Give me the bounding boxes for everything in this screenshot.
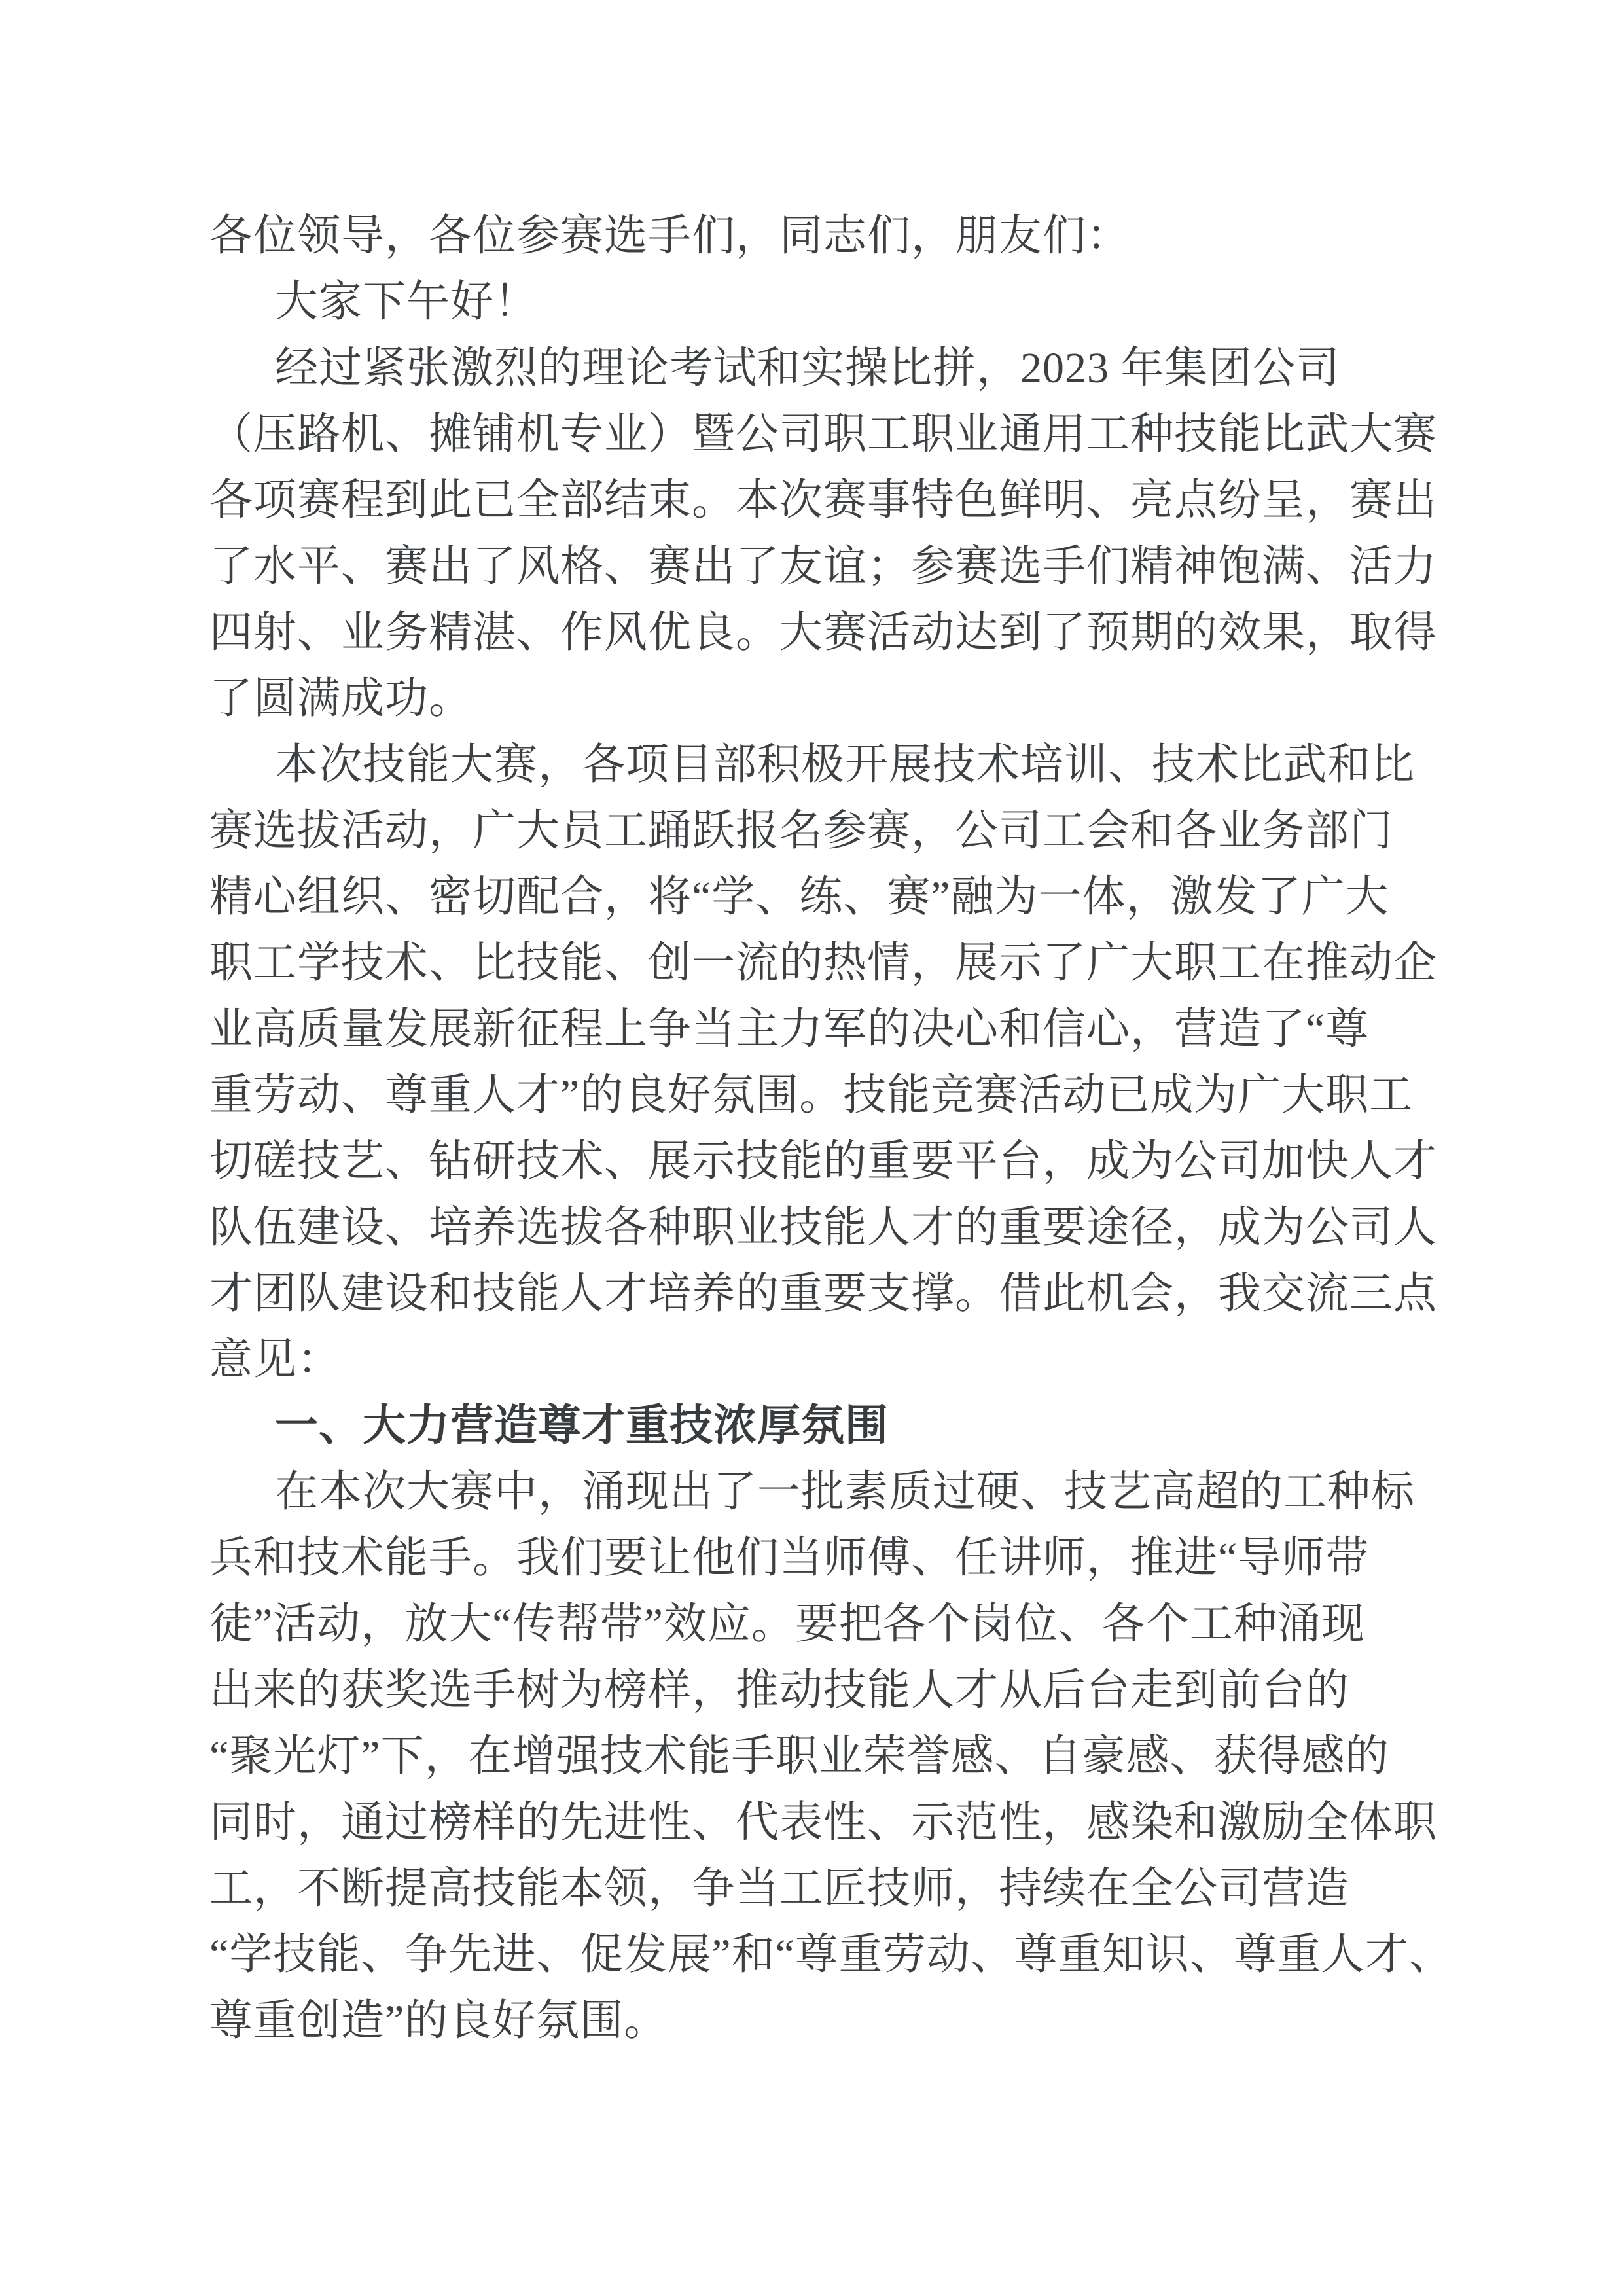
text-line: 意见： — [209, 1336, 341, 1384]
text-line: 业高质量发展新征程上争当主力军的决心和信心，营造了“尊 — [209, 1005, 1370, 1053]
text-line: 经过紧张激烈的理论考试和实操比拼，2023 年集团公司 — [275, 344, 1340, 392]
text-line: 徒”活动，放大“传帮带”效应。要把各个岗位、各个工种涌现 — [209, 1600, 1365, 1648]
document-body — [209, 203, 1453, 2054]
heading-line: 一、大力营造尊才重技浓厚氛围 — [275, 1402, 889, 1450]
text-line: 各项赛程到此已全部结束。本次赛事特色鲜明、亮点纷呈，赛出 — [209, 476, 1437, 524]
text-line: 在本次大赛中，涌现出了一批素质过硬、技艺高超的工种标 — [275, 1468, 1415, 1516]
para-competition-review — [209, 732, 1440, 1393]
text-line: “聚光灯”下，在增强技术能手职业荣誉感、自豪感、获得感的 — [209, 1732, 1389, 1780]
text-line: 各位领导，各位参赛选手们，同志们，朋友们： — [209, 212, 1130, 260]
text-line: 兵和技术能手。我们要让他们当师傅、任讲师，推进“导师带 — [209, 1534, 1370, 1582]
text-line: 出来的获奖选手树为榜样，推动技能人才从后台走到前台的 — [209, 1666, 1349, 1714]
text-line: 工，不断提高技能本领，争当工匠技师，持续在全公司营造 — [209, 1865, 1349, 1912]
heading-section-1 — [209, 1393, 1440, 1459]
text-line: 本次技能大赛，各项目部积极开展技术培训、技术比武和比 — [275, 741, 1415, 789]
text-line: 职工学技术、比技能、创一流的热情，展示了广大职工在推动企 — [209, 939, 1437, 987]
text-line: 了水平、赛出了风格、赛出了友谊；参赛选手们精神饱满、活力 — [209, 543, 1437, 590]
text-line: 队伍建设、培养选拔各种职业技能人才的重要途径，成为公司人 — [209, 1204, 1437, 1251]
salutation — [209, 203, 1440, 269]
text-line: （压路机、摊铺机专业）暨公司职工职业通用工种技能比武大赛 — [209, 410, 1437, 458]
text-line: 重劳动、尊重人才”的良好氛围。技能竞赛活动已成为广大职工 — [209, 1071, 1414, 1119]
text-line: 了圆满成功。 — [209, 675, 473, 723]
text-line: 才团队建设和技能人才培养的重要支撑。借此机会，我交流三点 — [209, 1270, 1437, 1318]
para-point-1 — [209, 1459, 1453, 2054]
para-opening — [209, 335, 1440, 732]
greeting — [209, 269, 1440, 335]
text-line: 同时，通过榜样的先进性、代表性、示范性，感染和激励全体职 — [209, 1799, 1437, 1846]
text-line: 四射、业务精湛、作风优良。大赛活动达到了预期的效果，取得 — [209, 609, 1437, 656]
text-line: 赛选拔活动，广大员工踊跃报名参赛，公司工会和各业务部门 — [209, 807, 1393, 855]
text-line: 切磋技艺、钻研技术、展示技能的重要平台，成为公司加快人才 — [209, 1138, 1437, 1185]
text-line: 大家下午好！ — [275, 278, 538, 326]
text-line: 尊重创造”的良好氛围。 — [209, 1997, 668, 2045]
text-line: 精心组织、密切配合，将“学、练、赛”融为一体，激发了广大 — [209, 873, 1389, 921]
text-line: “学技能、争先进、促发展”和“尊重劳动、尊重知识、尊重人才、 — [209, 1931, 1453, 1979]
